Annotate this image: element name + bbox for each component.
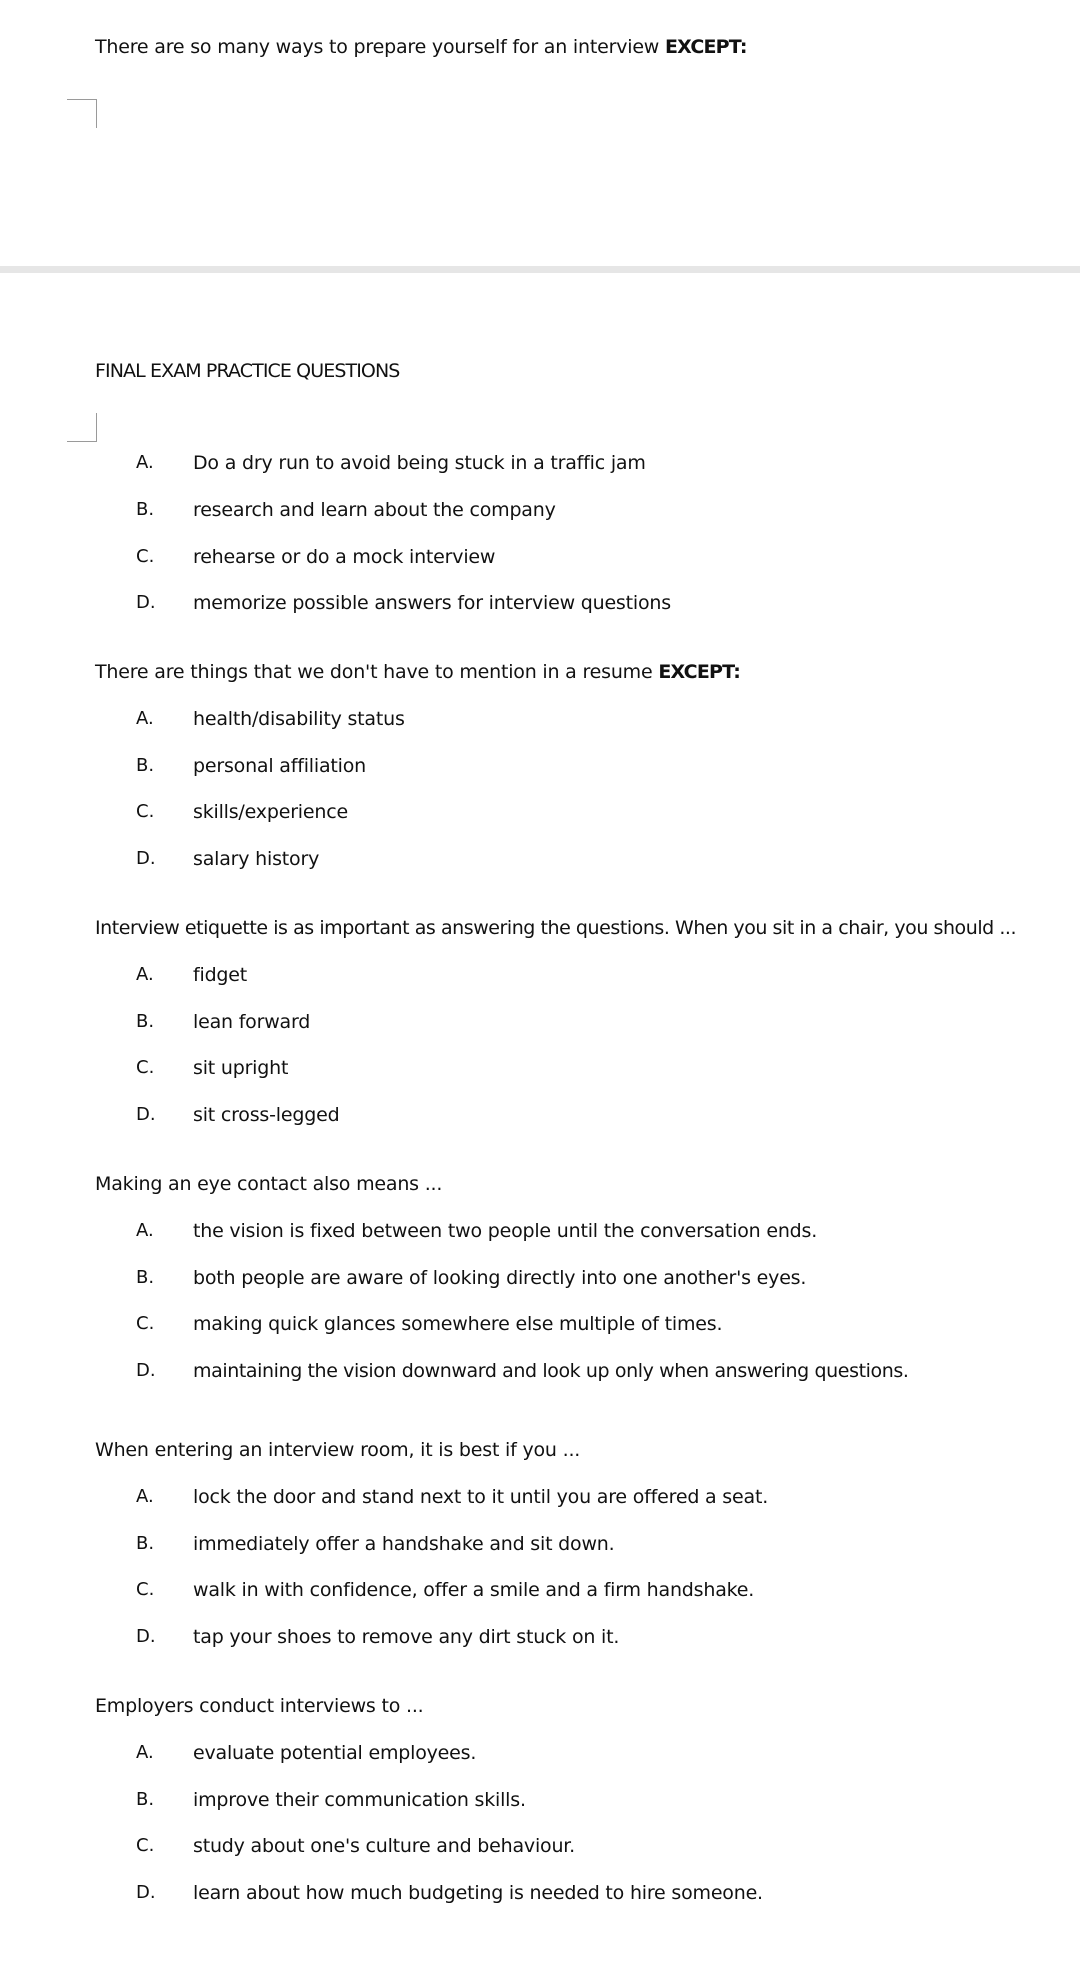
option-text: sit upright (193, 1057, 289, 1079)
question-2-emphasis: EXCEPT: (658, 661, 741, 683)
option-letter: D. (136, 1882, 156, 1903)
intro-question-text: There are so many ways to prepare yourself for an interview (95, 36, 665, 58)
option-letter: A. (136, 1486, 154, 1507)
q6-option-d[interactable] (0, 1881, 1080, 1905)
option-letter: D. (136, 1104, 156, 1125)
option-text: lock the door and stand next to it until you are offered a seat. (193, 1486, 769, 1508)
option-letter: C. (136, 1835, 155, 1856)
question-2-text: There are things that we don't have to mention in a resume (95, 661, 659, 683)
q4-option-c[interactable] (0, 1312, 1080, 1336)
option-letter: B. (136, 1533, 155, 1554)
q1-option-a[interactable] (0, 451, 1080, 475)
q4-option-d[interactable] (0, 1359, 1080, 1383)
q6-option-c[interactable] (0, 1834, 1080, 1858)
option-letter: C. (136, 1057, 155, 1078)
q5-option-a[interactable] (0, 1485, 1080, 1509)
option-text: lean forward (193, 1011, 311, 1033)
q4-option-b[interactable] (0, 1266, 1080, 1290)
option-letter: C. (136, 801, 155, 822)
question-6: Employers conduct interviews to ... (95, 1695, 424, 1717)
option-text: salary history (193, 848, 320, 870)
question-4: Making an eye contact also means ... (95, 1173, 443, 1195)
option-text: evaluate potential employees. (193, 1742, 477, 1764)
intro-question (95, 35, 747, 59)
option-text: fidget (193, 964, 248, 986)
option-letter: D. (136, 848, 156, 869)
option-letter: C. (136, 1579, 155, 1600)
option-text: memorize possible answers for interview questions (193, 592, 671, 614)
page-title: FINAL EXAM PRACTICE QUESTIONS (95, 360, 400, 382)
option-letter: B. (136, 1267, 155, 1288)
option-letter: A. (136, 1742, 154, 1763)
option-text: making quick glances somewhere else multiple of times. (193, 1313, 723, 1335)
option-text: improve their communication skills. (193, 1789, 526, 1811)
option-text: research and learn about the company (193, 499, 556, 521)
q3-option-b[interactable] (0, 1010, 1080, 1034)
q2-option-c[interactable] (0, 800, 1080, 824)
q6-option-a[interactable] (0, 1741, 1080, 1765)
option-text: the vision is fixed between two people until the conversation ends. (193, 1220, 818, 1242)
option-letter: A. (136, 452, 154, 473)
q2-option-d[interactable] (0, 847, 1080, 871)
option-text: personal affiliation (193, 755, 366, 777)
option-text: learn about how much budgeting is needed to hire someone. (193, 1882, 763, 1904)
q3-option-c[interactable] (0, 1056, 1080, 1080)
option-letter: B. (136, 1789, 155, 1810)
option-letter: A. (136, 964, 154, 985)
q5-option-d[interactable] (0, 1625, 1080, 1649)
page-break (0, 266, 1080, 273)
margin-corner-mark-top (67, 99, 97, 128)
option-text: skills/experience (193, 801, 348, 823)
option-text: Do a dry run to avoid being stuck in a traffic jam (193, 452, 646, 474)
option-text: rehearse or do a mock interview (193, 546, 496, 568)
option-text: sit cross-legged (193, 1104, 340, 1126)
q4-option-a[interactable] (0, 1219, 1080, 1243)
q5-option-c[interactable] (0, 1578, 1080, 1602)
q1-option-b[interactable] (0, 498, 1080, 522)
option-text: tap your shoes to remove any dirt stuck on it. (193, 1626, 620, 1648)
option-letter: B. (136, 499, 155, 520)
question-2 (95, 660, 740, 684)
option-letter: D. (136, 1626, 156, 1647)
q3-option-a[interactable] (0, 963, 1080, 987)
option-text: immediately offer a handshake and sit down. (193, 1533, 615, 1555)
option-text: health/disability status (193, 708, 405, 730)
option-letter: D. (136, 1360, 156, 1381)
q6-option-b[interactable] (0, 1788, 1080, 1812)
q5-option-b[interactable] (0, 1532, 1080, 1556)
option-letter: D. (136, 592, 156, 613)
option-letter: C. (136, 1313, 155, 1334)
option-letter: A. (136, 708, 154, 729)
option-text: both people are aware of looking directly into one another's eyes. (193, 1267, 807, 1289)
q2-option-a[interactable] (0, 707, 1080, 731)
option-text: maintaining the vision downward and look up only when answering questions. (193, 1360, 909, 1382)
intro-question-emphasis: EXCEPT: (665, 36, 747, 58)
q2-option-b[interactable] (0, 754, 1080, 778)
question-3: Interview etiquette is as important as answering the questions. When you sit in a chair, you should ... (95, 917, 1017, 939)
option-text: study about one's culture and behaviour. (193, 1835, 576, 1857)
question-5: When entering an interview room, it is best if you ... (95, 1439, 581, 1461)
q1-option-c[interactable] (0, 545, 1080, 569)
q3-option-d[interactable] (0, 1103, 1080, 1127)
option-letter: A. (136, 1220, 154, 1241)
option-letter: C. (136, 546, 155, 567)
option-letter: B. (136, 1011, 155, 1032)
option-text: walk in with confidence, offer a smile and a firm handshake. (193, 1579, 755, 1601)
option-letter: B. (136, 755, 155, 776)
q1-option-d[interactable] (0, 591, 1080, 615)
margin-corner-mark-bottom (67, 413, 97, 442)
